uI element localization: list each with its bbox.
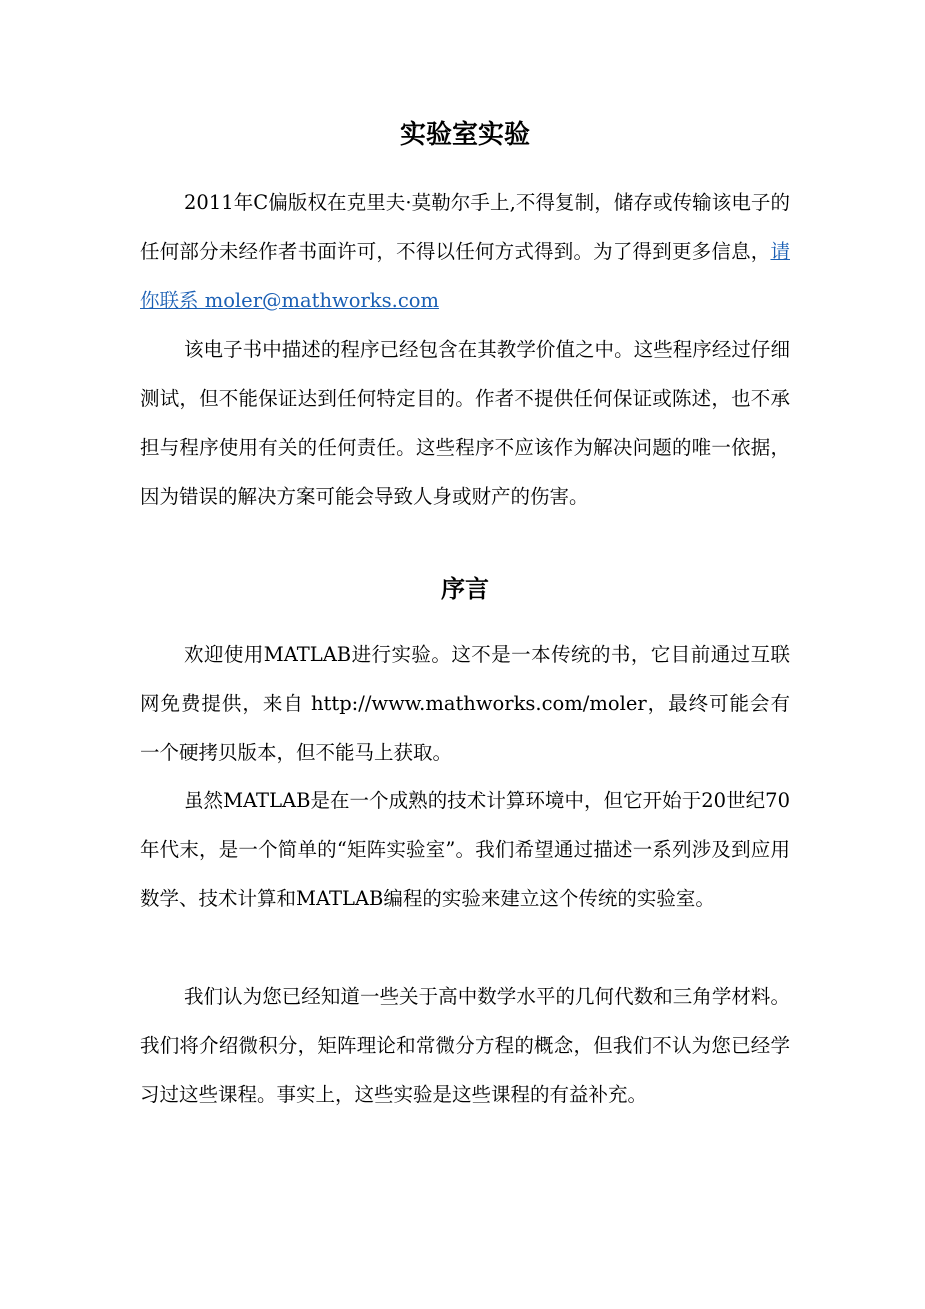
contact-email-link[interactable]: 请你联系 moler@mathworks.com	[140, 240, 790, 312]
page-title: 实验室实验	[399, 120, 530, 150]
preface-paragraph-3: 我们认为您已经知道一些关于高中数学水平的几何代数和三角学材料。我们将介绍微积分，矩阵理论和常微分方程的概念，但我们不认为您已经学习过这些课程。事实上，这些实验是这些课程的有益补充。	[140, 985, 790, 1106]
preface-paragraph-1: 欢迎使用MATLAB进行实验。这不是一本传统的书，它目前通过互联网免费提供，来自 http://www.mathworks.com/moler，最终可能会有一个硬拷贝版本，但不能马上获取。	[140, 643, 790, 764]
copyright-text: 2011年C偏版权在克里夫·莫勒尔手上,不得复制，储存或传输该电子的任何部分未经作者书面许可，不得以任何方式得到。为了得到更多信息，	[140, 191, 790, 263]
disclaimer-paragraph: 该电子书中描述的程序已经包含在其教学价值之中。这些程序经过仔细测试，但不能保证达到任何特定目的。作者不提供任何保证或陈述，也不承担与程序使用有关的任何责任。这些程序不应该作为解决问题的唯一依据，因为错误的解决方案可能会导致人身或财产的伤害。	[140, 338, 790, 508]
document-page	[140, 0, 790, 1309]
copyright-paragraph	[140, 178, 790, 325]
preface-paragraph-2: 虽然MATLAB是在一个成熟的技术计算环境中，但它开始于20世纪70年代末，是一个简单的“矩阵实验室”。我们希望通过描述一系列涉及到应用数学、技术计算和MATLAB编程的实验来建立这个传统的实验室。	[140, 789, 790, 910]
preface-heading: 序言	[441, 574, 489, 603]
